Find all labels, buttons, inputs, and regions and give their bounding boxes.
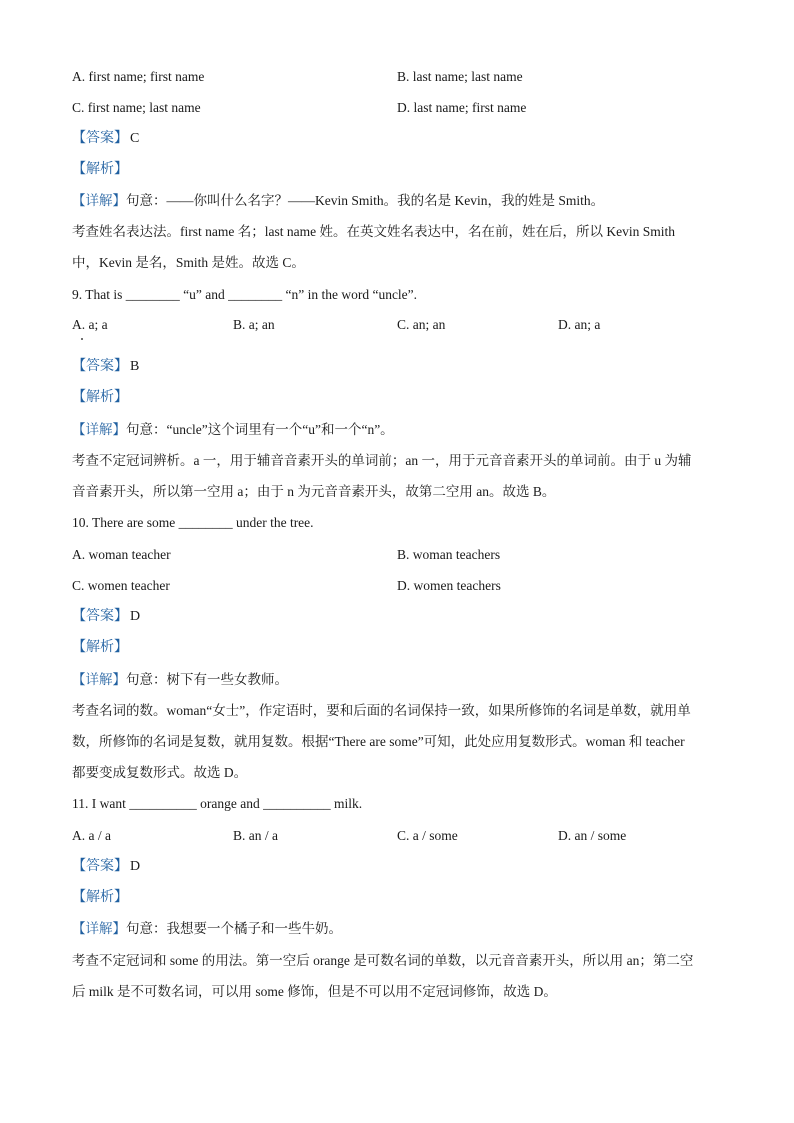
q8-option-c: C. first name; last name (72, 100, 201, 115)
q9-answer-value: B (130, 359, 140, 374)
q10-option-b: B. woman teachers (397, 547, 501, 562)
q9-answer (72, 357, 139, 377)
q11-answer (72, 857, 140, 877)
q10-option-a: A. woman teacher (72, 547, 171, 562)
q11-option-b: B. an / a (233, 828, 278, 843)
q9-explain-line-2: 音音素开头，所以第一空用 a；由于 n 为元音音素开头，故第二空用 an。故选 B。 (72, 484, 556, 499)
q10-analysis-label: 【解析】 (72, 640, 128, 655)
q8-explain-line-1: 考查姓名表达法。first name 名；last name 姓。在英文姓名表达中，名在前，姓在后，所以 Kevin Smith (72, 224, 675, 239)
q8-analysis (72, 160, 128, 180)
q11-explain-line-2: 后 milk 是不可数名词，可以用 some 修饰，但是不可以用不定冠词修饰，故选 D。 (72, 984, 557, 999)
q11-option-a: A. a / a (72, 828, 111, 843)
q9-detail-label: 【详解】 (72, 422, 126, 437)
q8-answer-value: C (130, 131, 140, 146)
q8-option-d: D. last name; first name (397, 100, 527, 115)
q11-analysis (72, 888, 128, 908)
q9-stem: 9. That is ________ “u” and ________ “n” in the word “uncle”. (72, 287, 418, 302)
q9-analysis (72, 388, 128, 408)
q11-option-d: D. an / some (558, 828, 627, 843)
q8-option-a: A. first name; first name (72, 69, 205, 84)
q10-analysis (72, 638, 128, 658)
q10-explain-line-3: 都要变成复数形式。故选 D。 (72, 765, 248, 780)
q10-explain-line-2: 数，所修饰的名词是复数，就用复数。根据“There are some”可知，此处应用复数形式。woman 和 teacher (72, 734, 685, 749)
q10-answer-label: 【答案】 (72, 609, 128, 624)
q10-answer-value: D (130, 609, 141, 624)
q8-option-b: B. last name; last name (397, 69, 523, 84)
q10-explain-line-1: 考查名词的数。woman“女士”，作定语时，要和后面的名词保持一致，如果所修饰的名词是单数，就用单 (72, 703, 691, 718)
q11-answer-label: 【答案】 (72, 859, 128, 874)
q9-analysis-label: 【解析】 (72, 390, 128, 405)
q11-detail-label: 【详解】 (72, 921, 126, 936)
q11-answer-value: D (130, 859, 141, 874)
q11-analysis-label: 【解析】 (72, 890, 128, 905)
q9-detail-text: 句意：“uncle”这个词里有一个“u”和一个“n”。 (126, 422, 394, 437)
stray-dot (81, 338, 83, 340)
q10-stem: 10. There are some ________ under the tree. (72, 515, 314, 530)
q8-detail (72, 191, 732, 211)
q8-detail-text: 句意：——你叫什么名字？——Kevin Smith。我的名是 Kevin，我的姓是 Smith。 (126, 193, 605, 208)
q9-option-c: C. an; an (397, 317, 446, 332)
q8-analysis-label: 【解析】 (72, 162, 128, 177)
q10-detail (72, 670, 732, 690)
q10-detail-text: 句意：树下有一些女教师。 (126, 672, 288, 687)
q10-answer (72, 607, 140, 627)
q8-detail-label: 【详解】 (72, 193, 126, 208)
q9-option-b: B. a; an (233, 317, 275, 332)
q11-detail-text: 句意：我想要一个橘子和一些牛奶。 (126, 921, 342, 936)
q8-explain-line-2: 中，Kevin 是名，Smith 是姓。故选 C。 (72, 255, 305, 270)
q9-explain-line-1: 考查不定冠词辨析。a 一，用于辅音音素开头的单词前；an 一，用于元音音素开头的单词前。由于 u 为辅 (72, 453, 692, 468)
q10-detail-label: 【详解】 (72, 672, 126, 687)
q9-option-a: A. a; a (72, 317, 108, 332)
q8-answer (72, 129, 139, 149)
q10-option-d: D. women teachers (397, 578, 501, 593)
q9-option-d: D. an; a (558, 317, 601, 332)
q11-option-c: C. a / some (397, 828, 458, 843)
q11-explain-line-1: 考查不定冠词和 some 的用法。第一空后 orange 是可数名词的单数，以元音音素开头，所以用 an；第二空 (72, 953, 694, 968)
q10-option-c: C. women teacher (72, 578, 170, 593)
q8-answer-label: 【答案】 (72, 131, 128, 146)
q11-detail (72, 919, 732, 939)
q11-stem: 11. I want __________ orange and __________ milk. (72, 796, 363, 811)
q9-detail (72, 420, 732, 440)
q9-answer-label: 【答案】 (72, 359, 128, 374)
